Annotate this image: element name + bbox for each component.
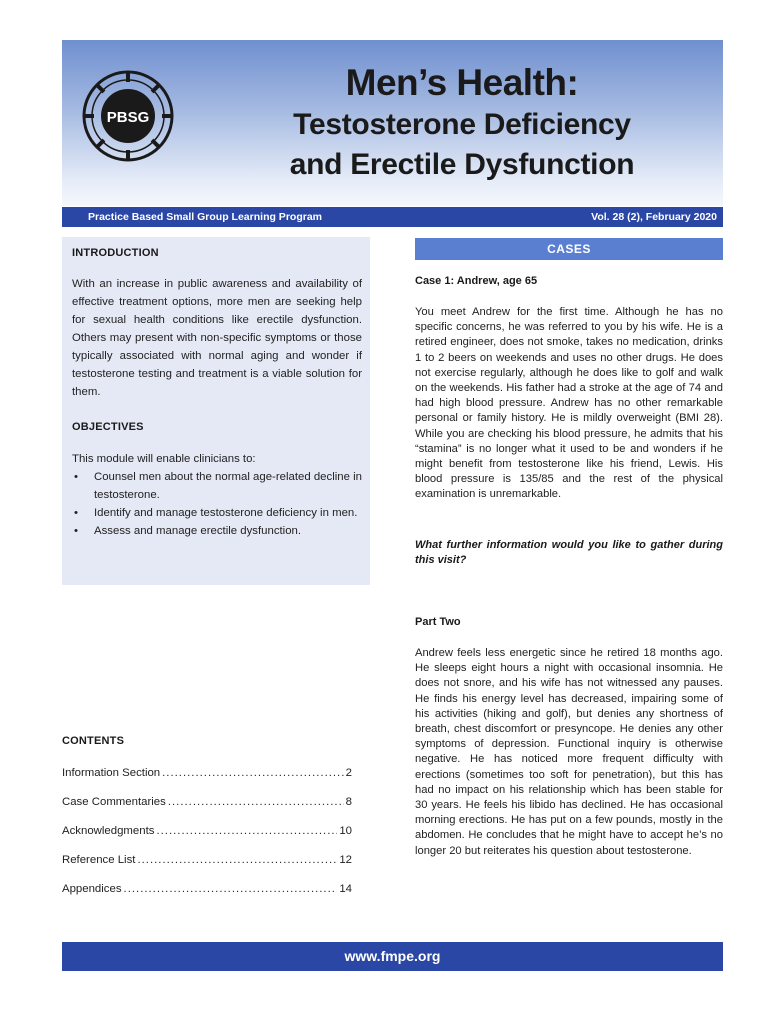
footer-bar xyxy=(62,942,723,971)
toc-page: 12 xyxy=(339,854,352,866)
list-item: • Counsel men about the normal age-related decline in testosterone. xyxy=(94,468,362,504)
objectives-intro: This module will enable clinicians to: xyxy=(72,453,256,465)
contents-heading: CONTENTS xyxy=(62,735,125,747)
case1-title: Case 1: Andrew, age 65 xyxy=(415,275,538,287)
intro-objectives-box xyxy=(62,237,370,585)
list-item: • Identify and manage testosterone deficiency in men. xyxy=(94,504,362,522)
footer-url[interactable]: www.fmpe.org xyxy=(344,948,441,964)
volume-info: Vol. 28 (2), February 2020 xyxy=(591,211,717,223)
toc-label: Appendices xyxy=(62,883,122,895)
contents-section xyxy=(62,735,352,898)
toc-row[interactable] xyxy=(62,793,352,811)
part-two-title: Part Two xyxy=(415,616,461,628)
cases-heading: CASES xyxy=(415,238,723,260)
title-block xyxy=(212,62,712,184)
header-banner xyxy=(62,40,723,206)
list-item: • Assess and manage erectile dysfunction. xyxy=(94,522,362,540)
toc-label: Information Section xyxy=(62,767,161,779)
logo-text: PBSG xyxy=(106,109,150,126)
title-line1: Men’s Health: xyxy=(345,62,579,103)
toc-row[interactable] xyxy=(62,851,352,869)
title-line2: Testosterone Deficiency xyxy=(293,108,631,141)
toc-label: Reference List xyxy=(62,854,136,866)
introduction-heading: INTRODUCTION xyxy=(72,247,159,259)
toc-row[interactable] xyxy=(62,822,352,840)
toc-label: Acknowledgments xyxy=(62,825,155,837)
toc-page: 2 xyxy=(345,767,352,779)
toc-row[interactable] xyxy=(62,880,352,898)
pbsg-logo xyxy=(82,70,174,162)
toc-page: 10 xyxy=(339,825,352,837)
toc-label: Case Commentaries xyxy=(62,796,166,808)
toc-row[interactable] xyxy=(62,764,352,782)
toc-page: 8 xyxy=(345,796,352,808)
program-bar xyxy=(62,207,723,227)
part-two-text: Andrew feels less energetic since he retired 18 months ago. He sleeps eight hours a night with occasional insomnia. He does not snore, and his wife has not witnessed any pauses. He finds his energy level has decreased, impairing some of his activities (hiking and golf), but denies any shortness of breath, chest discomfort or presyncope. He denies any other symptoms of depression. Functional inquiry is otherwise negative. He has noticed more frequent difficulty with erections (sometimes too soft for penetration), but this has had no impact on his relationship which has been stable for 30 years. He feels his libido has declined. He has occasional morning erections. He has put on a few pounds, mostly in the abdomen. He concludes that he might have to accept he’s no longer 20 but reiterates his question about testosterone. xyxy=(415,647,723,857)
case1-text: You meet Andrew for the first time. Although he has no specific concerns, he was referred to you by his wife. He is a retired engineer, does not smoke, takes no medication, drinks 1 to 2 beers on weekends and uses no other drugs. He does not exercise regularly, although he does like to golf and walk on the weekends. His father had a stroke at the age of 74 and had high blood pressure. Andrew has no other remarkable personal or family history. He is mildly overweight (BMI 28). While you are checking his blood pressure, he admits that his “stamina” is no longer what it used to be and wonders if he might benefit from testosterone like his friend, Lewis. His blood pressure is 135/85 and the rest of the physical examination is unremarkable. xyxy=(415,306,723,501)
toc-page: 14 xyxy=(339,883,352,895)
case1-question: What further information would you like to gather during this visit? xyxy=(415,539,723,567)
objectives-list xyxy=(72,468,362,540)
program-name: Practice Based Small Group Learning Program xyxy=(88,211,322,223)
title-line3: and Erectile Dysfunction xyxy=(289,148,635,181)
introduction-text: With an increase in public awareness and availability of effective treatment options, more men are seeking help for sexual health conditions like erectile dysfunction. Others may present with non-specific symptoms or those typically associated with normal aging and wonder if testosterone testing and treatment is a viable solution for them. xyxy=(72,278,362,398)
objectives-heading: OBJECTIVES xyxy=(72,421,144,433)
